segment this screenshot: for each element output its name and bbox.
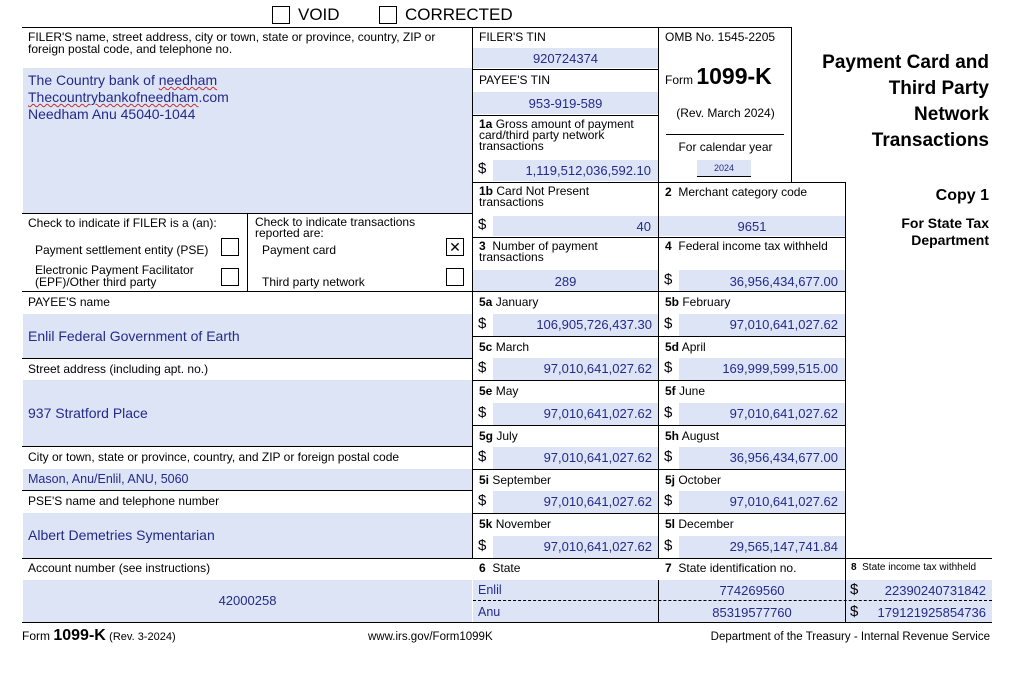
box5l: [658, 513, 845, 558]
box5k-value: 97,010,641,027.62: [543, 539, 652, 554]
box5b-label: [665, 296, 730, 308]
box1b-value: 40: [636, 219, 651, 234]
right-divider: [791, 27, 792, 182]
box5f-num: 5f: [665, 384, 676, 398]
city-field[interactable]: Mason, Anu/Enlil, ANU, 5060: [23, 469, 472, 490]
corrected-checkbox[interactable]: [379, 6, 397, 24]
box5f-value: 97,010,641,027.62: [729, 406, 838, 421]
calendar-label: For calendar year: [678, 140, 773, 154]
box6-text: State: [492, 561, 521, 575]
box5e: [472, 380, 659, 425]
epf-label: [35, 264, 194, 288]
box5e-label: [479, 385, 518, 397]
box1b-text: Card Not Present transactions: [479, 184, 590, 209]
box6-row2[interactable]: Anu: [478, 605, 501, 619]
box5i: [472, 469, 659, 513]
box5i-num: 5i: [479, 473, 490, 487]
box3-text: Number of payment transactions: [479, 239, 598, 264]
copy-sub1: For State Tax: [901, 215, 989, 231]
box5g-label: [479, 430, 518, 442]
void-label: VOID: [298, 5, 340, 24]
pse-checkbox[interactable]: [221, 238, 239, 256]
box7-row1[interactable]: 774269560: [719, 583, 785, 598]
form-prefix: Form: [665, 73, 693, 87]
box5h-label: [665, 430, 719, 442]
box4-num: 4: [665, 239, 672, 253]
box5h-dollar: $: [664, 448, 673, 465]
box2-value[interactable]: 9651: [659, 216, 845, 236]
box5k-month: November: [492, 517, 552, 531]
epf-checkbox[interactable]: [221, 268, 239, 286]
box5a-dollar: $: [478, 315, 487, 332]
box1b-label: [479, 186, 654, 208]
line: [666, 134, 784, 135]
footer-form-id: [22, 627, 176, 645]
box5h: [658, 425, 845, 469]
box4-dollar: $: [664, 271, 673, 288]
pse-name-field[interactable]: Albert Demetries Symentarian: [23, 513, 472, 558]
line: [22, 558, 992, 559]
box5b-value: 97,010,641,027.62: [729, 317, 838, 332]
box5i-dollar: $: [478, 492, 487, 509]
box3-value[interactable]: 289: [473, 270, 658, 291]
box1b-num: 1b: [479, 184, 494, 198]
box5d-num: 5d: [665, 340, 680, 354]
line: [472, 115, 659, 116]
box5k: [472, 513, 659, 558]
box6-row1[interactable]: Enlil: [478, 583, 502, 597]
box5j-value: 97,010,641,027.62: [729, 494, 838, 509]
box5e-value: 97,010,641,027.62: [543, 406, 652, 421]
filer-line1-text: The Country bank of: [28, 72, 159, 88]
box1a-num: 1a: [479, 117, 493, 131]
box5j-month: October: [675, 473, 722, 487]
box5l-month: December: [675, 517, 734, 531]
filer-line3: Needham Anu 45040-1044: [28, 106, 196, 122]
box5b-month: February: [679, 295, 731, 309]
epf-line2: (EPF)/Other third party: [35, 275, 157, 289]
street-field[interactable]: 937 Stratford Place: [23, 380, 472, 446]
box5a-label: [479, 296, 538, 308]
footer-rev: (Rev. 3-2024): [109, 631, 176, 643]
account-label: Account number (see instructions): [28, 561, 211, 575]
title-line2: Third Party: [888, 78, 989, 99]
filer-tin-label: FILER'S TIN: [479, 30, 546, 44]
payee-name-label: PAYEE'S name: [28, 295, 110, 309]
box4-value: 36,956,434,677.00: [729, 274, 838, 289]
copy-subtitle: [850, 215, 989, 249]
box6-num: 6: [479, 561, 486, 575]
box5l-num: 5l: [665, 517, 676, 531]
box8-row1[interactable]: 22390240731842: [884, 583, 986, 598]
box5j-label: [665, 474, 721, 486]
box2-text: Merchant category code: [678, 185, 808, 199]
account-field[interactable]: 42000258: [23, 580, 472, 622]
box5f-label: [665, 385, 705, 397]
line: [22, 446, 473, 447]
payment-card-checkbox[interactable]: ✕: [446, 238, 464, 256]
box5h-num: 5h: [665, 429, 680, 443]
box7-text: State identification no.: [678, 561, 797, 575]
box5f: [658, 380, 845, 425]
calendar-year[interactable]: 2024: [697, 160, 751, 177]
filer-line2-text: Thecountrybankofneedham: [28, 89, 199, 105]
box5a-value: 106,905,726,437.30: [536, 317, 652, 332]
box5j-dollar: $: [664, 492, 673, 509]
box5d-label: [665, 341, 706, 353]
city-label: City or town, state or province, country, and ZIP or foreign postal code: [28, 450, 400, 464]
col-divider-3: [845, 182, 846, 622]
box8-dollar-1: $: [850, 581, 859, 598]
payment-card-label: Payment card: [262, 243, 337, 257]
box3-num: 3: [479, 239, 486, 253]
box5i-value: 97,010,641,027.62: [543, 494, 652, 509]
box5f-dollar: $: [664, 404, 673, 421]
txn-check-line1: Check to indicate transactions: [255, 215, 416, 229]
footer-form-prefix: Form: [22, 629, 50, 643]
line: [472, 69, 659, 70]
filer-check-label: Check to indicate if FILER is a (an):: [28, 216, 217, 230]
box1a-value: 1,119,512,036,592.10: [525, 163, 651, 178]
form-id: [665, 63, 772, 90]
box5d-dollar: $: [664, 359, 673, 376]
box5g-value: 97,010,641,027.62: [543, 450, 652, 465]
box5k-num: 5k: [479, 517, 493, 531]
box8-row2[interactable]: 179121925854736: [877, 605, 986, 620]
box5d-value: 169,999,599,515.00: [722, 361, 838, 376]
box1a-text: Gross amount of payment card/third party network transactions: [479, 117, 634, 153]
street-label: Street address (including apt. no.): [28, 362, 209, 376]
filer-line1-word: needham: [158, 72, 218, 88]
box8-label: [851, 562, 976, 573]
box5a: [472, 291, 659, 336]
form-title: [795, 50, 989, 154]
filer-address: [28, 72, 229, 123]
box5b-num: 5b: [665, 295, 680, 309]
corrected-label: CORRECTED: [405, 5, 513, 24]
line: [472, 182, 845, 183]
state-row-divider: [473, 600, 992, 601]
box5b: [658, 291, 845, 336]
txn-check-line2: reported are:: [255, 226, 324, 240]
box8-dollar-2: $: [850, 603, 859, 620]
payee-tin-label: PAYEE'S TIN: [479, 73, 550, 87]
box2-num: 2: [665, 185, 672, 199]
pse-label: Payment settlement entity (PSE): [35, 243, 209, 257]
third-party-label: Third party network: [262, 275, 365, 289]
box5g-month: July: [493, 429, 518, 443]
filer-line2: [28, 89, 229, 106]
box5j: [658, 469, 845, 513]
box5i-month: September: [489, 473, 552, 487]
line: [22, 490, 473, 491]
box5e-dollar: $: [478, 404, 487, 421]
box5c: [472, 336, 659, 380]
box5e-month: May: [492, 384, 519, 398]
box5a-month: January: [492, 295, 539, 309]
form-name: 1099-K: [696, 63, 772, 89]
box7-row2[interactable]: 85319577760: [712, 605, 792, 620]
box5h-value: 36,956,434,677.00: [729, 450, 838, 465]
box5i-label: [479, 474, 551, 486]
box6-label: [479, 562, 520, 574]
footer-dept: Department of the Treasury - Internal Revenue Service: [710, 631, 990, 643]
filer-line1: [28, 72, 229, 89]
box5a-num: 5a: [479, 295, 493, 309]
box5l-dollar: $: [664, 537, 673, 554]
copy-title: Copy 1: [935, 187, 989, 204]
footer-url[interactable]: www.irs.gov/Form1099K: [368, 631, 493, 643]
box7-label: [665, 562, 796, 574]
box1b-dollar: $: [478, 216, 487, 233]
filer-tin-value[interactable]: 920724374: [473, 48, 658, 68]
check-divider: [247, 213, 248, 291]
box5c-label: [479, 341, 529, 353]
void-checkbox[interactable]: [272, 6, 290, 24]
box5b-dollar: $: [664, 315, 673, 332]
line: [22, 358, 473, 359]
payee-tin-value[interactable]: 953-919-589: [473, 92, 658, 114]
box7-num: 7: [665, 561, 672, 575]
box3-label: [479, 241, 649, 263]
form-bottom-border: [22, 622, 992, 623]
footer-form-name: 1099-K: [53, 627, 106, 644]
box4-text: Federal income tax withheld: [678, 239, 828, 253]
box5c-dollar: $: [478, 359, 487, 376]
pse-name-label: PSE'S name and telephone number: [28, 494, 220, 508]
box5f-month: June: [675, 384, 706, 398]
third-party-checkbox[interactable]: [446, 268, 464, 286]
box1a-label: [479, 119, 654, 152]
filer-line2-suffix: .com: [198, 89, 229, 105]
epf-line1: Electronic Payment Facilitator: [35, 263, 194, 277]
box5l-label: [665, 518, 734, 530]
box5g-num: 5g: [479, 429, 494, 443]
box5g-dollar: $: [478, 448, 487, 465]
box5k-label: [479, 518, 551, 530]
box5k-dollar: $: [478, 537, 487, 554]
box5c-value: 97,010,641,027.62: [543, 361, 652, 376]
txn-check-label: [255, 217, 415, 239]
state-col-divider-2: [845, 558, 846, 622]
title-line4: Transactions: [871, 130, 989, 151]
box5d-month: April: [679, 340, 706, 354]
omb-rev: (Rev. March 2024): [676, 106, 775, 120]
box1a-dollar: $: [478, 160, 487, 177]
box5c-num: 5c: [479, 340, 493, 354]
box8-text: State income tax withheld: [862, 562, 977, 573]
title-line1: Payment Card and: [822, 52, 989, 73]
omb-label: OMB No. 1545-2205: [665, 30, 776, 44]
box5j-num: 5j: [665, 473, 676, 487]
box5h-month: August: [679, 429, 720, 443]
box5l-value: 29,565,147,741.84: [729, 539, 838, 554]
copy-sub2: Department: [911, 232, 989, 248]
filer-label: FILER'S name, street address, city or town, state or province, country, ZIP or foreign postal code, and telephone no.: [28, 30, 436, 56]
form-top-border: [22, 27, 792, 28]
box8-num: 8: [851, 562, 857, 573]
box5g: [472, 425, 659, 469]
box2-label: [665, 186, 807, 198]
line: [472, 237, 845, 238]
box5c-month: March: [492, 340, 530, 354]
box4-label: [665, 241, 835, 252]
title-line3: Network: [914, 104, 989, 125]
payee-name-field[interactable]: Enlil Federal Government of Earth: [23, 314, 472, 358]
box5e-num: 5e: [479, 384, 493, 398]
box5d: [658, 336, 845, 380]
